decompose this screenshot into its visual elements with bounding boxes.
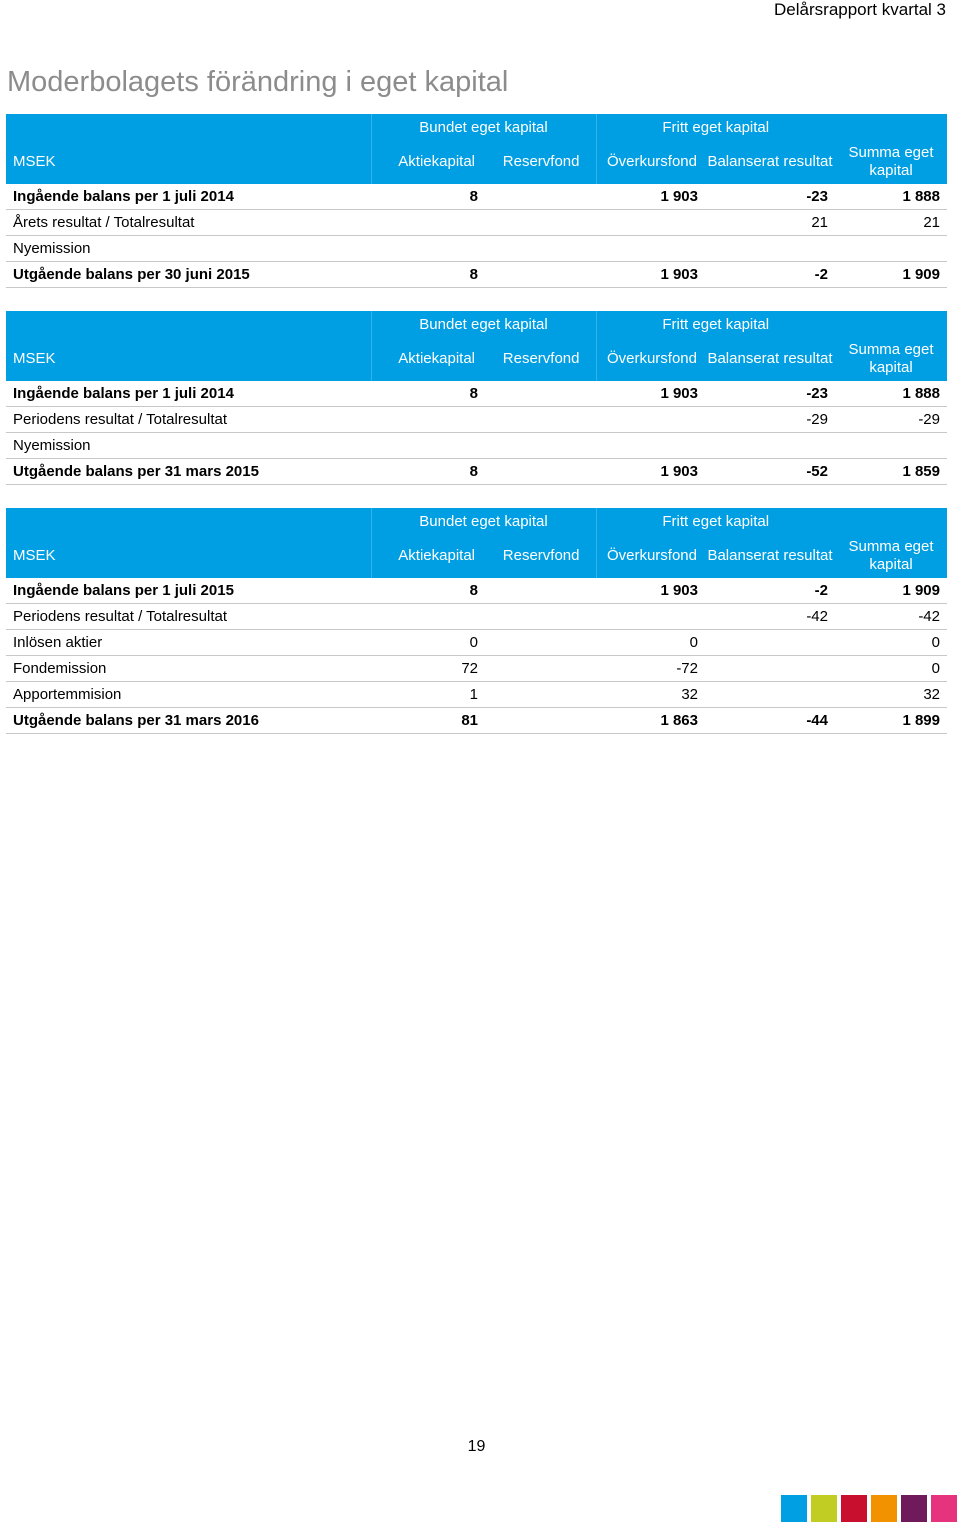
column-header-overkursfond: Överkursfond <box>596 534 705 578</box>
group-header-empty <box>835 311 947 337</box>
cell-aktiekapital: 0 <box>371 630 485 656</box>
cell-summa-eget-kapital: -29 <box>835 407 947 433</box>
cell-aktiekapital <box>371 210 485 236</box>
column-header-summa-eget-kapital: Summa eget kapital <box>835 337 947 381</box>
table-row <box>6 578 947 604</box>
cell-balanserat-resultat <box>705 236 835 262</box>
group-header-bundet: Bundet eget kapital <box>371 508 596 534</box>
row-label: Ingående balans per 1 juli 2015 <box>6 578 371 604</box>
color-swatch <box>841 1495 867 1522</box>
color-swatch <box>781 1495 807 1522</box>
cell-reservfond <box>485 433 596 459</box>
cell-summa-eget-kapital <box>835 236 947 262</box>
group-header-empty <box>835 508 947 534</box>
row-label: Årets resultat / Totalresultat <box>6 210 371 236</box>
row-label: Nyemission <box>6 433 371 459</box>
row-label: Utgående balans per 30 juni 2015 <box>6 262 371 288</box>
cell-overkursfond: 1 863 <box>596 708 705 734</box>
cell-reservfond <box>485 459 596 485</box>
cell-balanserat-resultat <box>705 630 835 656</box>
cell-balanserat-resultat: -42 <box>705 604 835 630</box>
cell-summa-eget-kapital: 1 899 <box>835 708 947 734</box>
column-header-aktiekapital: Aktiekapital <box>371 534 485 578</box>
cell-reservfond <box>485 682 596 708</box>
footer-color-swatches <box>781 1495 957 1522</box>
cell-aktiekapital: 81 <box>371 708 485 734</box>
cell-summa-eget-kapital: -42 <box>835 604 947 630</box>
cell-summa-eget-kapital: 1 888 <box>835 381 947 407</box>
row-label: Utgående balans per 31 mars 2016 <box>6 708 371 734</box>
cell-overkursfond <box>596 433 705 459</box>
column-header-aktiekapital: Aktiekapital <box>371 337 485 381</box>
cell-aktiekapital: 8 <box>371 459 485 485</box>
cell-overkursfond: -72 <box>596 656 705 682</box>
group-header-empty <box>6 311 371 337</box>
cell-summa-eget-kapital: 0 <box>835 656 947 682</box>
cell-balanserat-resultat: -44 <box>705 708 835 734</box>
cell-summa-eget-kapital: 0 <box>835 630 947 656</box>
cell-aktiekapital: 8 <box>371 184 485 210</box>
cell-overkursfond <box>596 236 705 262</box>
cell-overkursfond: 1 903 <box>596 184 705 210</box>
cell-reservfond <box>485 604 596 630</box>
column-header-row <box>6 337 947 381</box>
cell-summa-eget-kapital: 32 <box>835 682 947 708</box>
group-header-empty <box>6 508 371 534</box>
cell-reservfond <box>485 578 596 604</box>
row-label: Ingående balans per 1 juli 2014 <box>6 381 371 407</box>
cell-aktiekapital <box>371 433 485 459</box>
cell-balanserat-resultat: -29 <box>705 407 835 433</box>
row-label: Apportemmision <box>6 682 371 708</box>
group-header-row <box>6 311 947 337</box>
cell-balanserat-resultat: -2 <box>705 578 835 604</box>
cell-reservfond <box>485 381 596 407</box>
cell-overkursfond: 1 903 <box>596 578 705 604</box>
group-header-bundet: Bundet eget kapital <box>371 114 596 140</box>
cell-balanserat-resultat: -52 <box>705 459 835 485</box>
cell-balanserat-resultat <box>705 656 835 682</box>
group-header-row <box>6 508 947 534</box>
group-header-empty <box>6 114 371 140</box>
group-header-fritt: Fritt eget kapital <box>596 508 835 534</box>
column-header-overkursfond: Överkursfond <box>596 337 705 381</box>
cell-reservfond <box>485 656 596 682</box>
cell-overkursfond <box>596 407 705 433</box>
cell-summa-eget-kapital: 1 909 <box>835 262 947 288</box>
cell-balanserat-resultat: -2 <box>705 262 835 288</box>
group-header-fritt: Fritt eget kapital <box>596 311 835 337</box>
table-row <box>6 407 947 433</box>
table-row <box>6 381 947 407</box>
table-row <box>6 262 947 288</box>
report-header: Delårsrapport kvartal 3 <box>774 0 946 19</box>
cell-aktiekapital <box>371 407 485 433</box>
cell-overkursfond: 1 903 <box>596 262 705 288</box>
cell-summa-eget-kapital: 21 <box>835 210 947 236</box>
column-header-row <box>6 534 947 578</box>
cell-reservfond <box>485 236 596 262</box>
column-header-aktiekapital: Aktiekapital <box>371 140 485 184</box>
cell-summa-eget-kapital: 1 859 <box>835 459 947 485</box>
cell-reservfond <box>485 210 596 236</box>
column-header-reservfond: Reservfond <box>485 140 596 184</box>
cell-balanserat-resultat: 21 <box>705 210 835 236</box>
cell-reservfond <box>485 708 596 734</box>
group-header-row <box>6 114 947 140</box>
equity-table-2 <box>6 311 947 485</box>
group-header-fritt: Fritt eget kapital <box>596 114 835 140</box>
cell-balanserat-resultat <box>705 682 835 708</box>
cell-balanserat-resultat <box>705 433 835 459</box>
column-header-summa-eget-kapital: Summa eget kapital <box>835 534 947 578</box>
row-label: Nyemission <box>6 236 371 262</box>
page-title: Moderbolagets förändring i eget kapital <box>7 66 509 98</box>
table-row <box>6 459 947 485</box>
color-swatch <box>931 1495 957 1522</box>
cell-balanserat-resultat: -23 <box>705 184 835 210</box>
cell-aktiekapital: 8 <box>371 262 485 288</box>
row-label: Fondemission <box>6 656 371 682</box>
cell-overkursfond: 1 903 <box>596 381 705 407</box>
table-row <box>6 656 947 682</box>
row-label: Periodens resultat / Totalresultat <box>6 604 371 630</box>
cell-overkursfond <box>596 210 705 236</box>
cell-balanserat-resultat: -23 <box>705 381 835 407</box>
column-header-msek: MSEK <box>6 337 371 381</box>
cell-aktiekapital: 1 <box>371 682 485 708</box>
row-label: Ingående balans per 1 juli 2014 <box>6 184 371 210</box>
equity-table-3 <box>6 508 947 734</box>
table-row <box>6 210 947 236</box>
cell-overkursfond: 1 903 <box>596 459 705 485</box>
cell-reservfond <box>485 407 596 433</box>
column-header-reservfond: Reservfond <box>485 337 596 381</box>
cell-reservfond <box>485 630 596 656</box>
cell-summa-eget-kapital: 1 909 <box>835 578 947 604</box>
color-swatch <box>871 1495 897 1522</box>
table-row <box>6 184 947 210</box>
table-row <box>6 682 947 708</box>
cell-aktiekapital: 8 <box>371 578 485 604</box>
table-row <box>6 630 947 656</box>
cell-summa-eget-kapital: 1 888 <box>835 184 947 210</box>
column-header-overkursfond: Överkursfond <box>596 140 705 184</box>
column-header-reservfond: Reservfond <box>485 534 596 578</box>
column-header-balanserat-resultat: Balanserat resultat <box>705 337 835 381</box>
page-number: 19 <box>467 1438 486 1455</box>
cell-reservfond <box>485 184 596 210</box>
row-label: Inlösen aktier <box>6 630 371 656</box>
color-swatch <box>811 1495 837 1522</box>
table-row <box>6 236 947 262</box>
column-header-row <box>6 140 947 184</box>
column-header-msek: MSEK <box>6 534 371 578</box>
cell-aktiekapital: 8 <box>371 381 485 407</box>
row-label: Utgående balans per 31 mars 2015 <box>6 459 371 485</box>
row-label: Periodens resultat / Totalresultat <box>6 407 371 433</box>
group-header-empty <box>835 114 947 140</box>
table-row <box>6 708 947 734</box>
cell-overkursfond: 0 <box>596 630 705 656</box>
column-header-balanserat-resultat: Balanserat resultat <box>705 140 835 184</box>
column-header-balanserat-resultat: Balanserat resultat <box>705 534 835 578</box>
color-swatch <box>901 1495 927 1522</box>
group-header-bundet: Bundet eget kapital <box>371 311 596 337</box>
cell-reservfond <box>485 262 596 288</box>
cell-aktiekapital <box>371 604 485 630</box>
equity-table-1 <box>6 114 947 288</box>
column-header-summa-eget-kapital: Summa eget kapital <box>835 140 947 184</box>
cell-aktiekapital <box>371 236 485 262</box>
table-row <box>6 433 947 459</box>
cell-aktiekapital: 72 <box>371 656 485 682</box>
cell-overkursfond: 32 <box>596 682 705 708</box>
cell-summa-eget-kapital <box>835 433 947 459</box>
cell-overkursfond <box>596 604 705 630</box>
column-header-msek: MSEK <box>6 140 371 184</box>
table-row <box>6 604 947 630</box>
